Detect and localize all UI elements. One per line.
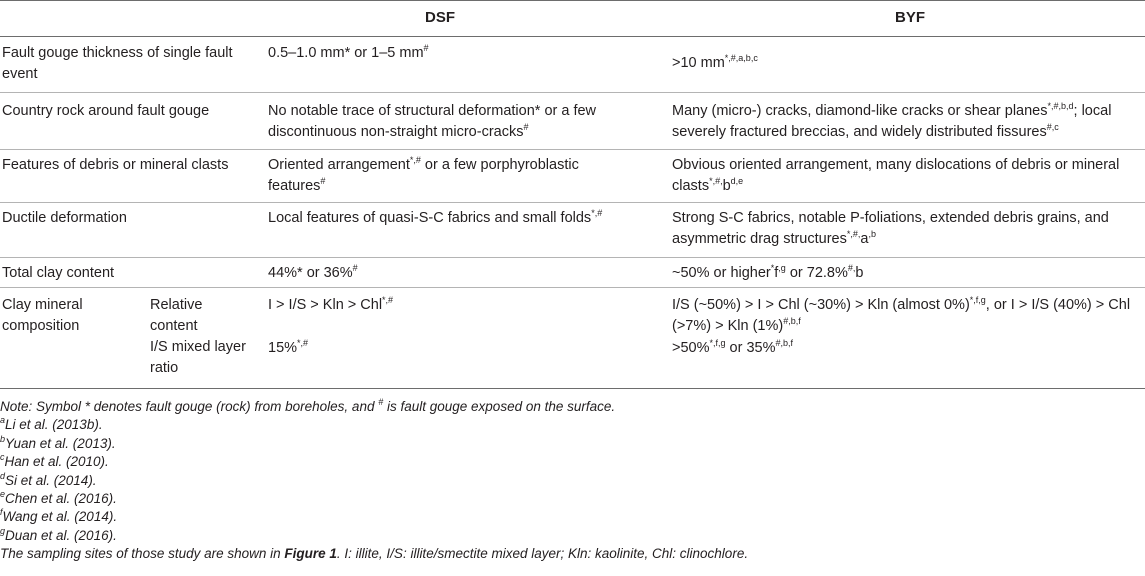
row-label-line: Fault gouge thickness of single fault	[2, 45, 233, 61]
dsf-line: 44%* or 36%#	[268, 263, 358, 281]
byf-line: Strong S-C fabrics, notable P-foliations, extended debris grains, and	[672, 210, 1109, 226]
dsf-line: Oriented arrangement*,# or a few porphyroblastic	[268, 155, 579, 173]
byf-line: >10 $mm^{*,\#,a,b,c}$	[672, 53, 758, 71]
table-notes	[0, 398, 748, 564]
dsf-line: discontinuous non-straight micro-cracks#	[268, 122, 529, 140]
reference-item: $^g$Duan et al. (2016).	[0, 525, 117, 543]
dsf-cell	[268, 101, 596, 143]
byf-line: (>7%) > Kln $(1\%)^{\#,b,f}$	[672, 316, 801, 334]
symbol-note: Note: Symbol * denotes fault gouge (rock) from boreholes, and # is fault gouge exposed on the surface.	[0, 397, 616, 414]
row-divider	[0, 287, 1145, 288]
reference-item: $^e$Chen et al. (2016).	[0, 489, 117, 507]
reference-item: $^c$Han et al. (2010).	[0, 452, 109, 470]
row-label-debris-features: Features of debris or mineral clasts	[2, 157, 229, 173]
dsf-line: 0.5–1.0 mm* or 1–5 mm#	[268, 43, 429, 61]
row-label-line: Clay mineral	[2, 297, 83, 313]
row-label-ductile-deformation: Ductile deformation	[2, 210, 127, 226]
dsf-line: 15%*,#	[268, 338, 309, 356]
byf-cell	[672, 53, 758, 74]
byf-cell	[672, 101, 1111, 143]
byf-line: asymmetric drag $structures^{*,\#,}a^{,b}$	[672, 229, 876, 247]
header-rule	[0, 36, 1145, 37]
byf-line: Obvious oriented arrangement, many dislocations of debris or mineral	[672, 157, 1120, 173]
byf-line: severely fractured breccias, and widely distributed fissures$^{\#,c}$	[672, 122, 1059, 140]
sublabel-line: content	[150, 318, 198, 334]
row-label-line: composition	[2, 318, 80, 334]
row-divider	[0, 202, 1145, 203]
row-label-line: event	[2, 66, 38, 82]
sublabel-line: ratio	[150, 360, 179, 376]
byf-cell	[672, 295, 1130, 337]
row-label-clay-composition	[2, 295, 83, 337]
reference-item: $^f$Wang et al. (2014).	[0, 507, 118, 525]
byf-line: $clasts^{*,\#,}b^{d,e}$	[672, 176, 744, 194]
dsf-line: No notable trace of structural deformation* or a few	[268, 103, 597, 119]
byf-line: I/S (~50%) > I > Chl (~30%) > Kln (almost 0%)$^{*,f,g}$, or I > I/S (40%) > Chl	[672, 295, 1131, 313]
byf-cell	[672, 338, 793, 359]
sublabel-line: Relative	[150, 297, 203, 313]
sampling-note: The sampling sites of those study are shown in Figure 1. I: illite, I/S: illite/smectite mixed layer; Kln: kaolinite, Chl: clinochlore.	[0, 546, 749, 562]
byf-line: >50%$^{*,f,g}$ or 35%$^{\#,b,f}$	[672, 338, 794, 356]
reference-item: $^d$Si et al. (2014).	[0, 470, 97, 488]
reference-item: $^b$Yuan et al. (2013).	[0, 433, 116, 451]
column-header-byf: BYF	[895, 9, 925, 26]
row-label-gouge-thickness	[2, 43, 233, 85]
column-header-dsf: DSF	[425, 9, 455, 26]
byf-cell	[672, 263, 863, 284]
dsf-cell	[268, 155, 579, 197]
row-divider	[0, 149, 1145, 150]
dsf-line: I > I/S > Kln > Chl*,#	[268, 295, 394, 313]
dsf-cell	[268, 263, 358, 284]
reference-item: $^a$Li et al. (2013b).	[0, 415, 103, 433]
dsf-cell	[268, 295, 393, 316]
figure-link[interactable]: Figure 1	[284, 546, 337, 562]
row-label-country-rock: Country rock around fault gouge	[2, 103, 210, 119]
dsf-cell	[268, 43, 429, 64]
byf-line: Many (micro-) cracks, diamond-like cracks or shear planes$^{*,\#,b,d}$; local	[672, 101, 1112, 119]
row-divider	[0, 92, 1145, 93]
byf-cell	[672, 155, 1119, 197]
row-divider	[0, 257, 1145, 258]
dsf-line: Local features of quasi-S-C fabrics and small folds*,#	[268, 208, 603, 226]
dsf-line: features#	[268, 176, 326, 194]
byf-line: ~50% or $higher^*f^{,g}$ or 72.8%#,b	[672, 263, 864, 281]
table-bottom-rule	[0, 388, 1145, 389]
dsf-cell	[268, 338, 308, 359]
sublabel-relative-content	[150, 295, 202, 337]
dsf-cell	[268, 208, 602, 229]
row-label-total-clay: Total clay content	[2, 265, 115, 281]
sublabel-line: I/S mixed layer	[150, 339, 246, 355]
sublabel-mixed-layer-ratio	[150, 337, 246, 379]
byf-cell	[672, 208, 1109, 250]
table-top-rule	[0, 0, 1145, 1]
